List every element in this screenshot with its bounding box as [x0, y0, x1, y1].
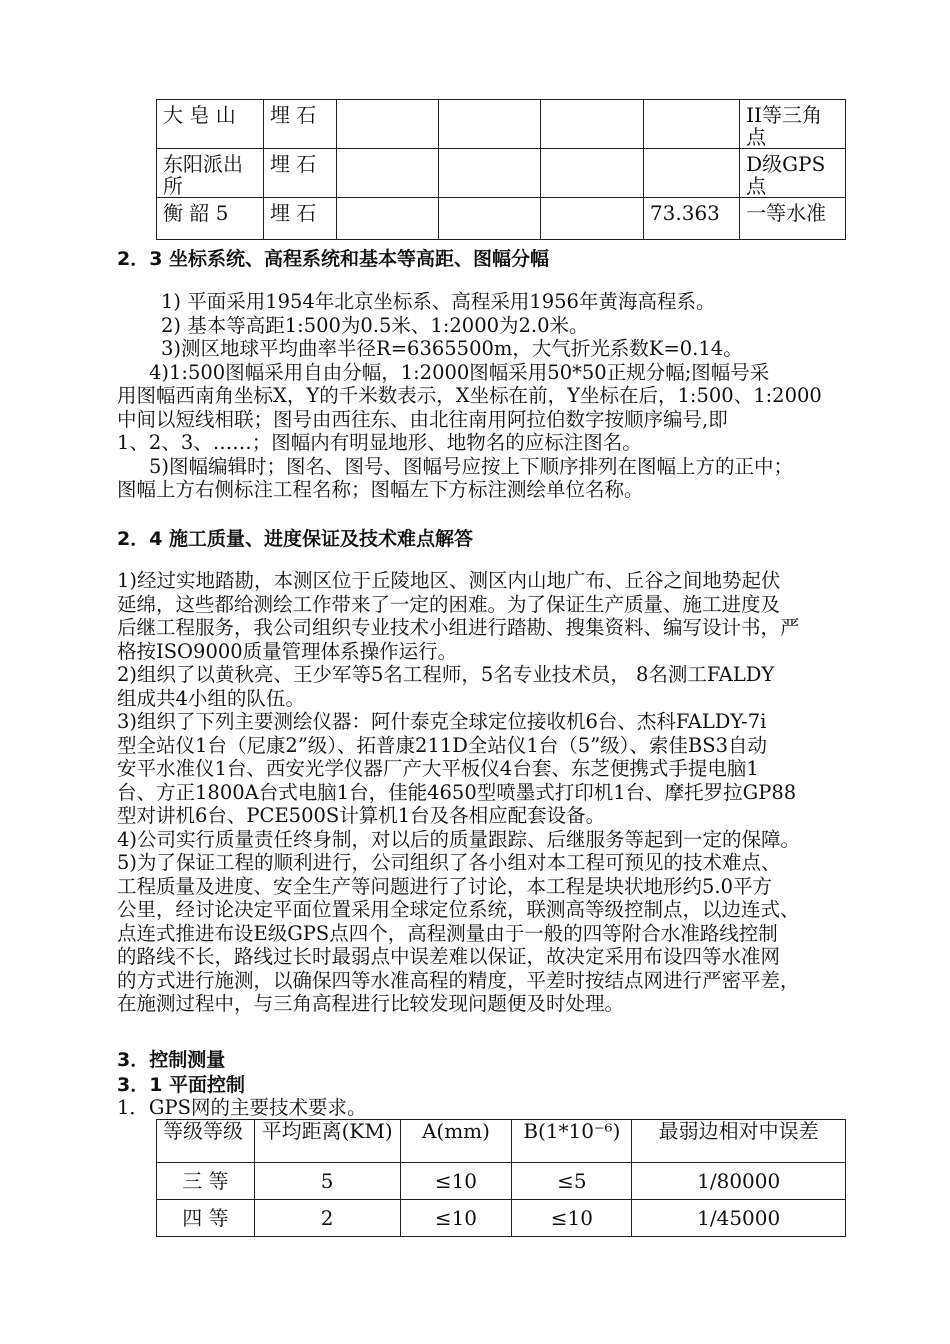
text-line: 点连式推进布设E级GPS点四个，高程测量由于一般的四等附合水准路线控制 [117, 921, 778, 945]
text-line: 用图幅西南角坐标X，Y的千米数表示，X坐标在前，Y坐标在后，1:500、1:2000 [117, 384, 822, 407]
text-line: 台、方正1800A台式电脑1台，佳能4650型喷墨式打印机1台、摩托罗拉GP88 [117, 780, 797, 804]
table-cell: 埋 石 [263, 198, 336, 240]
table-cell [439, 198, 541, 240]
text-line: 公里，经讨论决定平面位置采用全球定位系统，联测高等级控制点，以边连式、 [117, 898, 800, 921]
table-cell: 1/45000 [632, 1200, 846, 1237]
text-line: 3)组织了下列主要测绘仪器：阿什泰克全球定位接收机6台、杰科FALDY-7i [117, 710, 767, 733]
table-cell [541, 149, 643, 198]
table-cell: 5 [254, 1163, 400, 1200]
table-header-row [157, 1120, 846, 1163]
section-2-3-body [117, 290, 822, 502]
text-line: 4)公司实行质量责任终身制，对以后的质量跟踪、后继服务等起到一定的保障。 [117, 827, 801, 851]
text-line: 后继工程服务，我公司组织专业技术小组进行踏勘、搜集资料、编写设计书，严 [117, 616, 800, 639]
table-header-cell: 等级等级 [157, 1120, 255, 1163]
control-points-table [156, 99, 846, 240]
table-cell [336, 149, 438, 198]
table-row [157, 100, 846, 149]
section-heading-3: 3．控制测量 [117, 1049, 226, 1071]
table-cell: 埋 石 [263, 100, 336, 149]
text-line: 2) 基本等高距1:500为0.5米、1:2000为2.0米。 [161, 313, 589, 337]
table-header-cell: A(mm) [400, 1120, 512, 1163]
text-line: 1)经过实地踏勘，本测区位于丘陵地区、测区内山地广布、丘谷之间地势起伏 [117, 569, 781, 592]
text-line: 1) 平面采用1954年北京坐标系、高程采用1956年黄海高程系。 [161, 290, 716, 313]
table-cell [439, 149, 541, 198]
text-line: 组成共4小组的队伍。 [117, 686, 305, 710]
section-2-4-body [117, 569, 800, 1016]
text-line: 5)图幅编辑时；图名、图号、图幅号应按上下顺序排列在图幅上方的正中； [149, 454, 794, 478]
table-cell: 大 皂 山 [157, 100, 264, 149]
table-header-cell: 最弱边相对中误差 [632, 1120, 846, 1163]
table-cell: 衡 韶 5 [157, 198, 264, 240]
text-line: 1、2、3、……；图幅内有明显地形、地物名的应标注图名。 [117, 431, 642, 454]
table-cell [336, 198, 438, 240]
table-cell: 1/80000 [632, 1163, 846, 1200]
text-line: 的方式进行施测，以确保四等水准高程的精度，平差时按结点网进行严密平差， [117, 968, 800, 992]
text-line: 型全站仪1台（尼康2”级）、拓普康211D全站仪1台（5”级）、索佳BS3自动 [117, 733, 768, 757]
table-cell: 一等水准 [740, 198, 846, 240]
text-line: 在施测过程中，与三角高程进行比较发现问题便及时处理。 [117, 992, 625, 1015]
table-cell [336, 100, 438, 149]
table-row [157, 1163, 846, 1200]
table-cell: 73.363 [643, 198, 739, 240]
section-heading-3-1: 3．1 平面控制 [117, 1074, 246, 1096]
text-line: 5)为了保证工程的顺利进行，公司组织了各小组对本工程可预见的技术难点、 [117, 851, 781, 874]
table-cell: 2 [254, 1200, 400, 1237]
text-line: 的路线不长，路线过长时最弱点中误差难以保证，故决定采用布设四等水准网 [117, 945, 781, 968]
section-heading-2-3: 2．3 坐标系统、高程系统和基本等高距、图幅分幅 [117, 248, 550, 270]
table-cell: ≤10 [400, 1200, 512, 1237]
section-heading-2-4: 2．4 施工质量、进度保证及技术难点解答 [117, 528, 474, 550]
text-line: 图幅上方右侧标注工程名称；图幅左下方标注测绘单位名称。 [117, 478, 644, 501]
table-cell: 三 等 [157, 1163, 255, 1200]
table-cell: 埋 石 [263, 149, 336, 198]
text-line: 格按ISO9000质量管理体系操作运行。 [117, 639, 458, 663]
table-cell: D级GPS点 [740, 149, 846, 198]
table-cell: II等三角点 [740, 100, 846, 149]
gps-requirements-table [156, 1119, 846, 1237]
text-line: 延绵，这些都给测绘工作带来了一定的困难。为了保证生产质量、施工进度及 [117, 592, 781, 616]
text-line: 2)组织了以黄秋亮、王少军等5名工程师，5名专业技术员， 8名测工FALDY [117, 663, 775, 686]
text-line: 型对讲机6台、PCE500S计算机1台及各相应配套设备。 [117, 804, 606, 827]
table-cell [439, 100, 541, 149]
text-line: 4)1:500图幅采用自由分幅，1:2000图幅采用50*50正规分幅;图幅号采 [149, 360, 770, 384]
table-cell: ≤10 [512, 1200, 632, 1237]
text-line: 工程质量及进度、安全生产等问题进行了讨论，本工程是块状地形约5.0平方 [117, 874, 773, 898]
table-cell [541, 100, 643, 149]
table-cell: 东阳派出所 [157, 149, 264, 198]
table-cell [643, 100, 739, 149]
table-cell: 四 等 [157, 1200, 255, 1237]
table-row [157, 1200, 846, 1237]
table-cell: ≤5 [512, 1163, 632, 1200]
text-line: 3)测区地球平均曲率半径R=6365500m，大气折光系数K=0.14。 [161, 337, 743, 360]
table-cell [541, 198, 643, 240]
table-cell [643, 149, 739, 198]
gps-requirements-label: 1．GPS网的主要技术要求。 [117, 1096, 367, 1119]
table-row [157, 198, 846, 240]
table-header-cell: 平均距离(KM) [254, 1120, 400, 1163]
table-row [157, 149, 846, 198]
table-header-cell: B(1*10⁻⁶) [512, 1120, 632, 1163]
text-line: 中间以短线相联；图号由西往东、由北往南用阿拉伯数字按顺序编号,即 [117, 407, 728, 431]
text-line: 安平水准仪1台、西安光学仪器厂产大平板仪4台套、东芝便携式手提电脑1 [117, 757, 759, 780]
table-cell: ≤10 [400, 1163, 512, 1200]
